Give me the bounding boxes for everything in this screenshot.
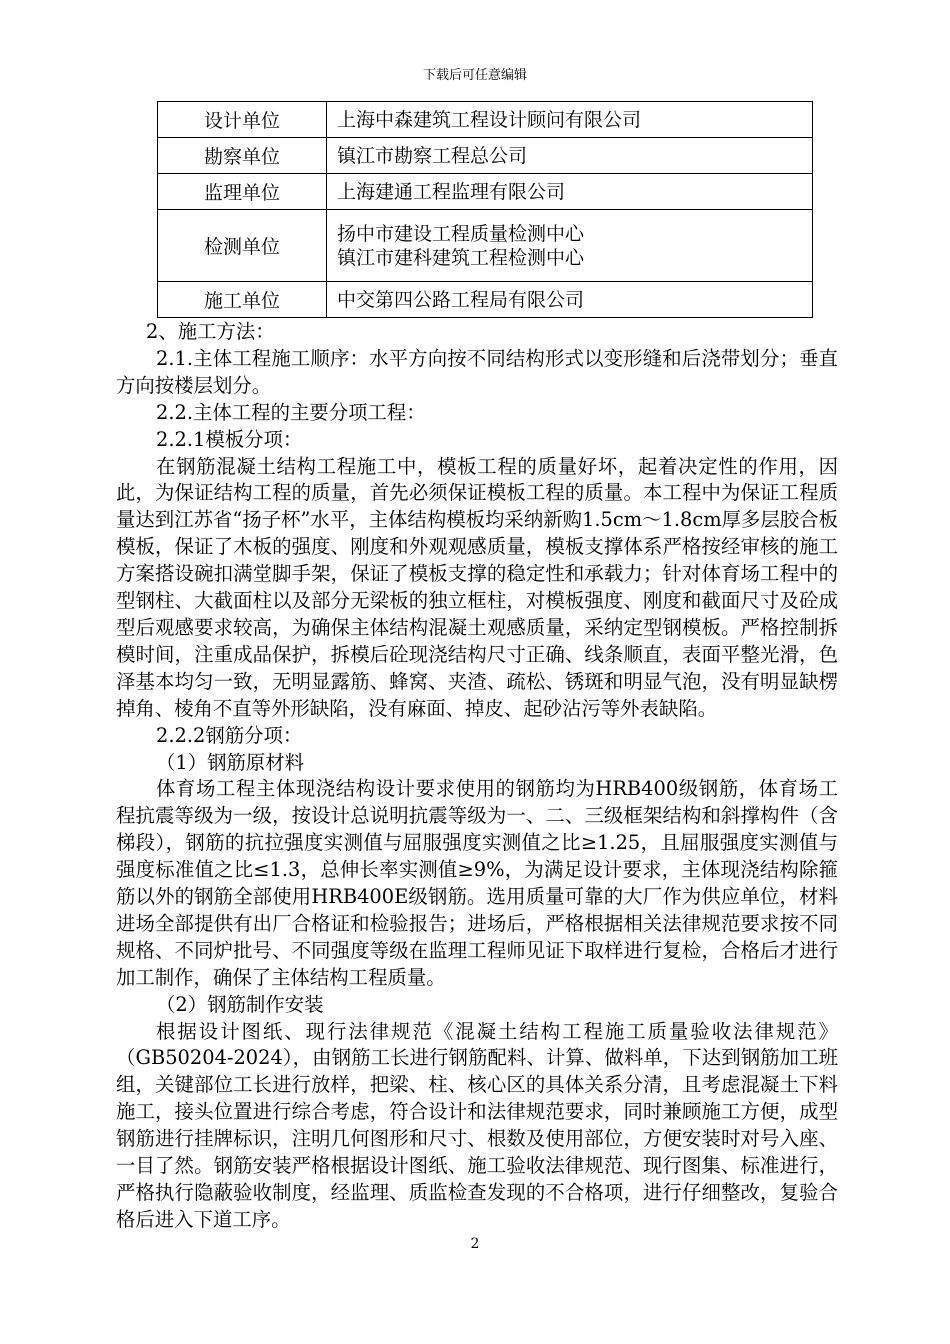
subsection-heading: （2）钢筋制作安装 — [156, 992, 324, 1016]
unit-name-line: 镇江市建科建筑工程检测中心 — [337, 246, 585, 269]
section-heading: 2.2.主体工程的主要分项工程： — [156, 400, 426, 424]
table-row — [158, 138, 813, 174]
table-row — [158, 210, 813, 282]
section-heading: 2.2.1模板分项： — [156, 427, 303, 451]
subsection-heading: （1）钢筋原材料 — [156, 750, 305, 774]
unit-role: 施工单位 — [158, 282, 327, 318]
unit-name: 镇江市勘察工程总公司 — [327, 138, 813, 174]
unit-role: 设计单位 — [158, 102, 327, 138]
section-heading: 2.2.2钢筋分项： — [156, 723, 303, 747]
unit-name: 上海中森建筑工程设计顾问有限公司 — [327, 102, 813, 138]
paragraph: 在钢筋混凝土结构工程施工中，模板工程的质量好坏，起着决定性的作用，因此，为保证结构工程的质量，首先必须保证模板工程的质量。本工程中为保证工程质量达到江苏省“扬子杯”水平，主体结构模板均采纳新购1.5cm～1.8cm厚多层胶合板模板，保证了木板的强度、刚度和外观观感质量，模板支撑体系严格按经审核的施工方案搭设碗扣满堂脚手架，保证了模板支撑的稳定性和承载力；针对体育场工程中的型钢柱、大截面柱以及部分无梁板的独立框柱，对模板强度、刚度和截面尺寸及砼成型后观感要求较高，为确保主体结构混凝土观感质量，采纳定型钢模板。严格控制拆模时间，注重成品保护，拆模后砼现浇结构尺寸正确、线条顺直，表面平整光滑，色泽基本均匀一致，无明显露筋、蜂窝、夹渣、疏松、锈斑和明显气泡，没有明显缺楞掉角、棱角不直等外形缺陷，没有麻面、掉皮、起砂沾污等外表缺陷。 — [116, 454, 838, 720]
table-row — [158, 102, 813, 138]
body-text — [116, 319, 838, 1234]
paragraph: 体育场工程主体现浇结构设计要求使用的钢筋均为HRB400级钢筋，体育场工程抗震等级为一级，按设计总说明抗震等级为一、二、三级框架结构和斜撑构件（含梯段），钢筋的抗拉强度实测值与屈服强度实测值之比≥1.25，且屈服强度实测值与强度标准值之比≤1.3，总伸长率实测值≥9%，为满足设计要求，主体现浇结构除箍筋以外的钢筋全部使用HRB400E级钢筋。选用质量可靠的大厂作为供应单位，材料进场全部提供有出厂合格证和检验报告；进场后，严格根据相关法律规范要求按不同规格、不同炉批号、不同强度等级在监理工程师见证下取样进行复检，合格后才进行加工制作，确保了主体结构工程质量。 — [116, 777, 838, 989]
unit-role: 检测单位 — [158, 210, 327, 282]
table-row — [158, 174, 813, 210]
paragraph: 2.1.主体工程施工顺序：水平方向按不同结构形式以变形缝和后浇带划分；垂直方向按楼层划分。 — [116, 346, 838, 397]
paragraph: 根据设计图纸、现行法律规范《混凝土结构工程施工质量验收法律规范》（GB50204-2024），由钢筋工长进行钢筋配料、计算、做料单，下达到钢筋加工班组，关键部位工长进行放样，把梁、柱、核心区的具体关系分清，且考虑混凝土下料施工，接头位置进行综合考虑，符合设计和法律规范要求，同时兼顾施工方便，成型钢筋进行挂牌标识，注明几何图形和尺寸、根数及使用部位，方便安装时对号入座、一目了然。钢筋安装严格根据设计图纸、施工验收法律规范、现行图集、标准进行，严格执行隐蔽验收制度，经监理、质监检查发现的不合格项，进行仔细整改，复验合格后进入下道工序。 — [116, 1019, 838, 1231]
unit-name-line: 扬中市建设工程质量检测中心 — [337, 222, 585, 245]
unit-name: 中交第四公路工程局有限公司 — [327, 282, 813, 318]
unit-name — [327, 210, 813, 282]
section-heading: 2、施工方法： — [146, 320, 275, 343]
page-header: 下载后可任意编辑 — [422, 68, 527, 83]
table-row — [158, 282, 813, 318]
page-number: 2 — [470, 1236, 480, 1252]
project-units-table — [157, 101, 813, 318]
unit-role: 勘察单位 — [158, 138, 327, 174]
unit-role: 监理单位 — [158, 174, 327, 210]
unit-name: 上海建通工程监理有限公司 — [327, 174, 813, 210]
